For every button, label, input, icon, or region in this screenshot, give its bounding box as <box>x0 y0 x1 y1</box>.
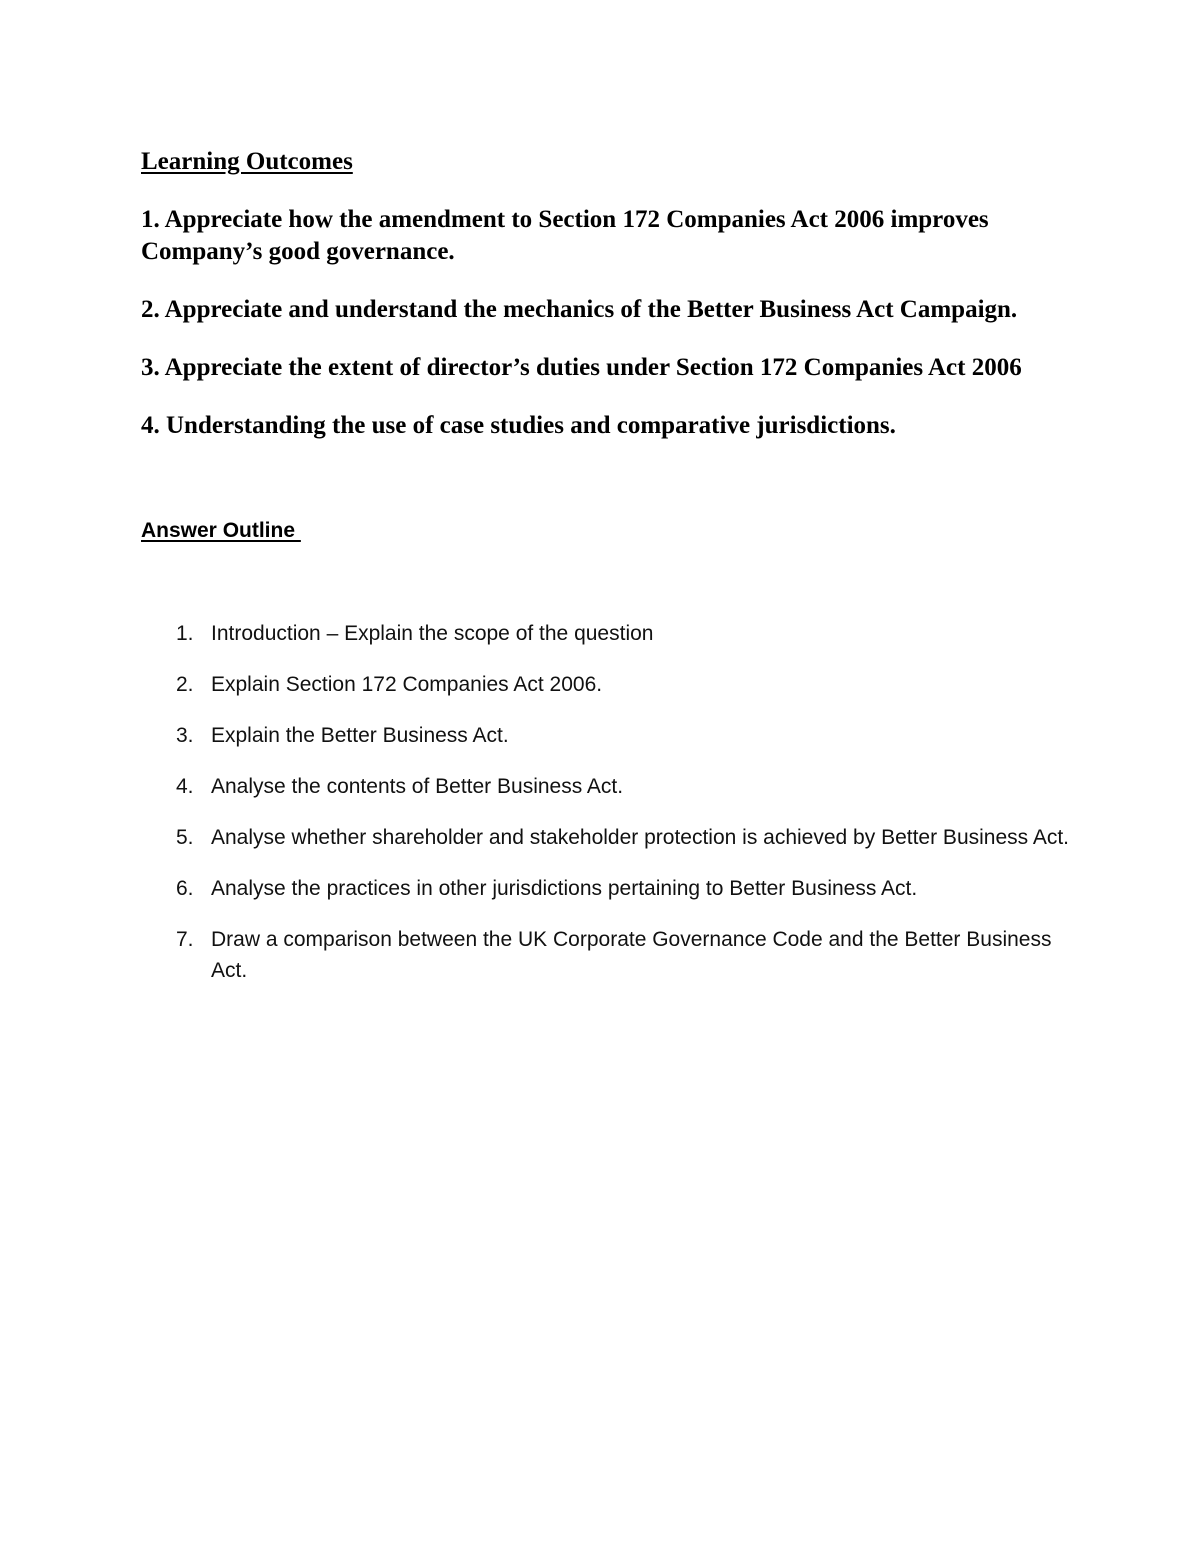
answer-outline-item <box>170 669 1070 700</box>
answer-outline-item <box>170 771 1070 802</box>
list-number: 1. <box>176 622 194 645</box>
list-text: Analyse the contents of Better Business Act. <box>211 775 624 798</box>
answer-outline-item <box>170 618 1070 649</box>
answer-outline-item <box>170 720 1070 751</box>
answer-outline-item <box>170 822 1070 853</box>
answer-outline-list <box>170 618 1070 1006</box>
list-number: 3. <box>176 724 194 747</box>
list-number: 6. <box>176 877 194 900</box>
list-text: Draw a comparison between the UK Corporate Governance Code and the Better Business Act. <box>211 928 1052 982</box>
answer-outline-item <box>170 924 1070 986</box>
list-number: 4. <box>176 775 194 798</box>
list-number: 2. <box>176 673 194 696</box>
list-text: Explain Section 172 Companies Act 2006. <box>211 673 603 696</box>
learning-outcome-item: 1. Appreciate how the amendment to Section 172 Companies Act 2006 improves Company’s good governance. <box>141 206 989 265</box>
learning-outcomes-list <box>141 204 1081 468</box>
learning-outcome-item: 2. Appreciate and understand the mechanics of the Better Business Act Campaign. <box>141 296 1018 323</box>
learning-outcomes-heading: Learning Outcomes <box>141 148 353 175</box>
answer-outline-item <box>170 873 1070 904</box>
list-text: Explain the Better Business Act. <box>211 724 509 747</box>
learning-outcome-item: 4. Understanding the use of case studies and comparative jurisdictions. <box>141 412 896 439</box>
list-number: 5. <box>176 826 194 849</box>
learning-outcome-item: 3. Appreciate the extent of director’s duties under Section 172 Companies Act 2006 <box>141 354 1022 381</box>
list-number: 7. <box>176 928 194 951</box>
list-text: Analyse whether shareholder and stakeholder protection is achieved by Better Business Act. <box>211 826 1069 849</box>
list-text: Introduction – Explain the scope of the question <box>211 622 654 645</box>
list-text: Analyse the practices in other jurisdictions pertaining to Better Business Act. <box>211 877 918 900</box>
answer-outline-heading: Answer Outline <box>141 519 301 542</box>
